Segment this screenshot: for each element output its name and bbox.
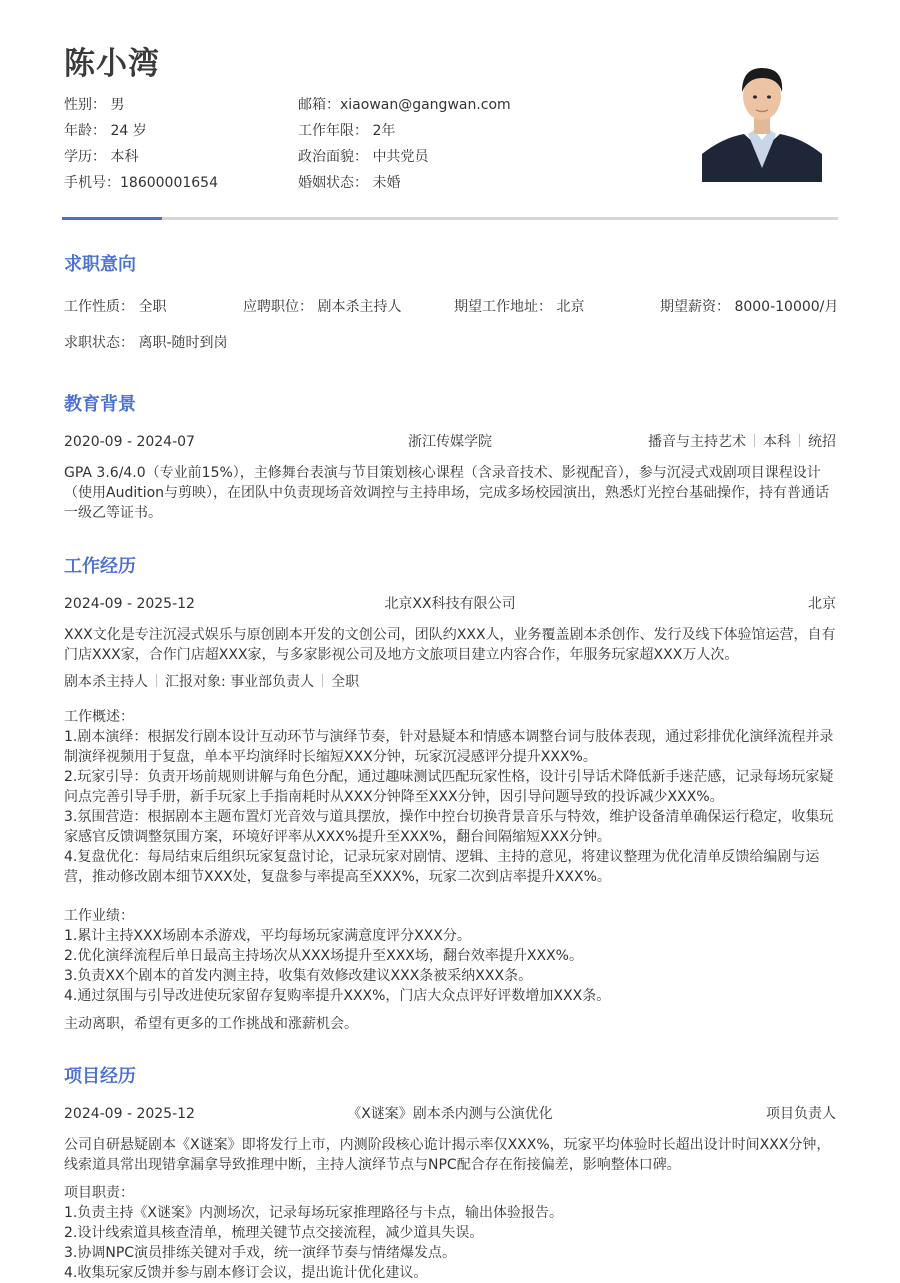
intent-salary: 期望薪资： 8000-10000/月 — [660, 299, 839, 315]
work-achievements — [64, 906, 836, 1006]
tag-separator — [156, 674, 157, 687]
info-politics: 政治面貌： 中共党员 — [298, 149, 429, 165]
work-overview-line: 家感官反馈调整氛围方案，环境好评率从XXX%提升至XXX%，翻台间隔缩短XXX分钟。 — [64, 829, 611, 845]
info-marital: 婚姻状态： 未婚 — [298, 175, 401, 191]
project-duty-item: 1.负责主持《X谜案》内测场次，记录每场玩家推理路径与卡点，输出体验报告。 — [64, 1205, 563, 1221]
project-duty-item: 4.收集玩家反馈并参与剧本修订会议，提出诡计优化建议。 — [64, 1265, 428, 1281]
info-gender: 性别： 男 — [64, 97, 125, 113]
project-name: 《X谜案》剧本杀内测与公演优化 — [347, 1106, 553, 1122]
tag-separator — [754, 434, 755, 447]
education-tags — [648, 432, 836, 452]
education-major: 播音与主持艺术 — [648, 434, 746, 450]
work-period: 2024-09 - 2025-12 — [64, 596, 195, 612]
work-overview-line: 4.复盘优化：每局结束后组织玩家复盘讨论，记录玩家对剧情、逻辑、主持的意见，将建议整理为优化清单反馈给编剧与运 — [64, 849, 820, 865]
section-title-intent: 求职意向 — [64, 254, 136, 275]
work-city: 北京 — [808, 596, 836, 612]
education-school: 浙江传媒学院 — [408, 434, 492, 450]
education-description — [64, 463, 836, 523]
education-period: 2020-09 - 2024-07 — [64, 434, 195, 450]
work-role: 剧本杀主持人 — [64, 674, 148, 690]
intent-location: 期望工作地址： 北京 — [454, 299, 585, 315]
intent-status: 求职状态： 离职-随时到岗 — [64, 335, 228, 351]
profile-photo — [702, 50, 822, 182]
work-achievement-item: 3.负责XX个剧本的首发内测主持，收集有效修改建议XXX条被采纳XXX条。 — [64, 968, 533, 984]
intent-position: 应聘职位： 剧本杀主持人 — [243, 299, 402, 315]
work-tags — [64, 672, 359, 692]
header-divider — [62, 217, 838, 220]
info-email: 邮箱：xiaowan@gangwan.com — [298, 97, 511, 113]
company-desc-line: XXX文化是专注沉浸式娱乐与原创剧本开发的文创公司，团队约XXX人，业务覆盖剧本杀创作、发行及线下体验馆运营，自有 — [64, 627, 836, 643]
project-duty-item: 3.协调NPC演员排练关键对手戏，统一演绎节奏与情绪爆发点。 — [64, 1245, 457, 1261]
project-period: 2024-09 - 2025-12 — [64, 1106, 195, 1122]
project-duties — [64, 1183, 836, 1283]
work-leave-reason — [64, 1014, 836, 1034]
info-education: 学历： 本科 — [64, 149, 139, 165]
project-duty-item: 2.设计线索道具核查清单，梳理关键节点交接流程，减少道具失误。 — [64, 1225, 484, 1241]
section-title-project: 项目经历 — [64, 1066, 136, 1087]
header-divider-accent — [62, 217, 162, 220]
work-header-row — [64, 594, 836, 614]
project-header-row — [64, 1104, 836, 1124]
company-desc-line: 门店XXX家，合作门店超XXX家，与多家影视公司及地方文旅项目建立内容合作，年服务玩家超XXX万人次。 — [64, 647, 739, 663]
work-type: 全职 — [331, 674, 360, 690]
info-years: 工作年限： 2年 — [298, 123, 396, 139]
project-duties-title: 项目职责： — [64, 1185, 134, 1201]
education-desc-line: GPA 3.6/4.0（专业前15%），主修舞台表演与节目策划核心课程（含录音技术、影视配音），参与沉浸式戏剧项目课程设计 — [64, 465, 821, 481]
work-overview-title: 工作概述： — [64, 709, 134, 725]
work-company-description — [64, 625, 836, 665]
work-report: 汇报对象: 事业部负责人 — [165, 674, 315, 690]
work-achievement-item: 1.累计主持XXX场剧本杀游戏，平均每场玩家满意度评分XXX分。 — [64, 928, 471, 944]
work-achievement-item: 4.通过氛围与引导改进使玩家留存复购率提升XXX%，门店大众点评好评数增加XXX条。 — [64, 988, 611, 1004]
work-overview — [64, 707, 836, 887]
section-title-education: 教育背景 — [64, 394, 136, 415]
info-age: 年龄： 24 岁 — [64, 123, 147, 139]
work-overview-line: 制演绎视频用于复盘，单本平均演绎时长缩短XXX分钟，玩家沉浸感评分提升XXX%。 — [64, 749, 597, 765]
education-degree: 本科 — [763, 434, 791, 450]
work-overview-line: 3.氛围营造：根据剧本主题布置灯光音效与道具摆放，操作中控台切换背景音乐与特效，维护设备清单确保运行稳定，收集玩 — [64, 809, 834, 825]
work-overview-line: 1.剧本演绎：根据发行剧本设计互动环节与演绎节奏，针对悬疑本和情感本调整台词与肢体表现，通过彩排优化演绎流程并录 — [64, 729, 834, 745]
intent-type: 工作性质： 全职 — [64, 299, 167, 315]
work-company: 北京XX科技有限公司 — [384, 596, 516, 612]
project-role: 项目负责人 — [766, 1106, 836, 1122]
project-desc-line: 线索道具常出现错拿漏拿导致推理中断，主持人演绎节点与NPC配合存在衔接偏差，影响整体口碑。 — [64, 1157, 681, 1173]
project-description — [64, 1135, 836, 1175]
education-mode: 统招 — [808, 434, 836, 450]
education-desc-line: （使用Audition与剪映），在团队中负责现场音效调控与主持串场，完成多场校园演出，熟悉灯光控台基础操作，持有普通话 — [64, 485, 830, 501]
work-achievement-item: 2.优化演绎流程后单日最高主持场次从XXX场提升至XXX场，翻台效率提升XXX%。 — [64, 948, 583, 964]
project-desc-line: 公司自研悬疑剧本《X谜案》即将发行上市，内测阶段核心诡计揭示率仅XXX%，玩家平均体验时长超出设计时间XXX分钟， — [64, 1137, 831, 1153]
work-overview-line: 2.玩家引导：负责开场前规则讲解与角色分配，通过趣味测试匹配玩家性格，设计引导话术降低新手迷茫感，记录每场玩家疑 — [64, 769, 834, 785]
work-achievements-title: 工作业绩： — [64, 908, 134, 924]
section-title-work: 工作经历 — [64, 556, 136, 577]
tag-separator — [799, 434, 800, 447]
tag-separator — [322, 674, 323, 687]
info-phone: 手机号：18600001654 — [64, 175, 218, 191]
education-desc-line: 一级乙等证书。 — [64, 505, 162, 521]
education-header-row — [64, 432, 836, 452]
work-tags-row — [64, 672, 836, 692]
work-overview-line: 营，推动修改剧本细节XXX处，复盘参与率提高至XXX%，玩家二次到店率提升XXX%。 — [64, 869, 611, 885]
candidate-name: 陈小湾 — [64, 46, 160, 82]
profile-photo-illustration — [702, 50, 822, 182]
work-overview-line: 问点完善引导手册，新手玩家上手指南耗时从XXX分钟降至XXX分钟，因引导问题导致的投诉减少XXX%。 — [64, 789, 724, 805]
leave-reason-text: 主动离职，希望有更多的工作挑战和涨薪机会。 — [64, 1016, 358, 1032]
